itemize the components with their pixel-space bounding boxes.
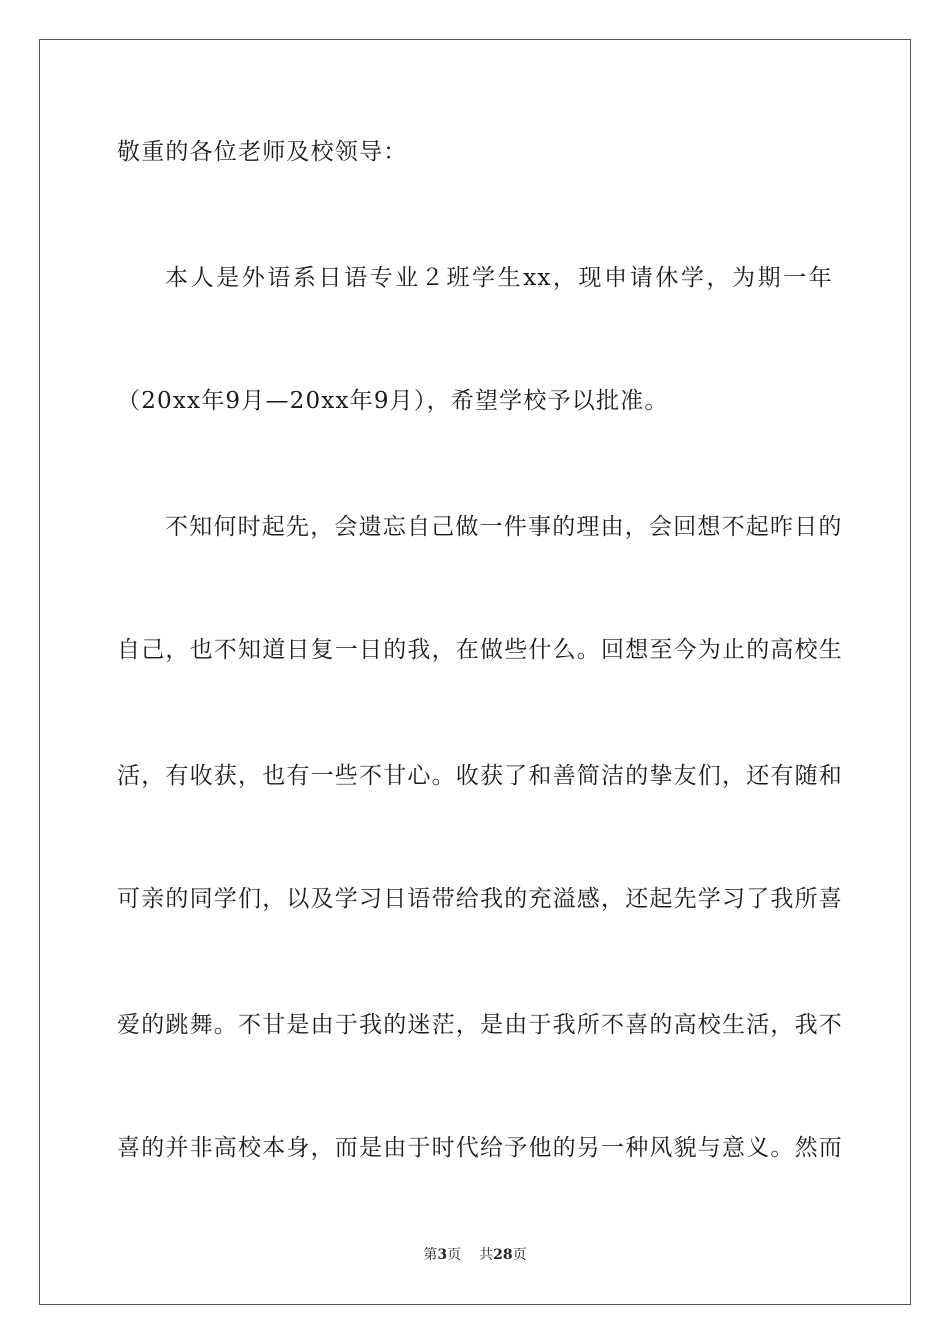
page-prefix: 第 (423, 1247, 438, 1263)
paragraph-line: 本人是外语系日语专业２班学生xx，现申请休学，为期一年 (165, 265, 833, 291)
paragraph-line: 喜的并非高校本身，而是由于时代给予他的另一种风貌与意义。然而 (117, 1135, 843, 1161)
paragraph-line: 不知何时起先，会遗忘自己做一件事的理由，会回想不起昨日的 (165, 514, 843, 540)
current-page-number: 3 (437, 1247, 448, 1263)
page-suffix: 页 (447, 1247, 462, 1263)
paragraph-line: （20xx年9月—20xx年9月），希望学校予以批准。 (117, 388, 669, 414)
total-prefix: 共 (479, 1247, 494, 1263)
paragraph-line: 可亲的同学们，以及学习日语带给我的充溢感，还起先学习了我所喜 (117, 886, 843, 912)
paragraph-line: 爱的跳舞。不甘是由于我的迷茫，是由于我所不喜的高校生活，我不 (117, 1012, 843, 1038)
total-suffix: 页 (512, 1247, 527, 1263)
total-page-count: 28 (493, 1247, 513, 1263)
paragraph-line: 活，有收获，也有一些不甘心。收获了和善简洁的挚友们，还有随和 (117, 763, 843, 789)
page-footer (0, 1246, 950, 1264)
page-border (39, 39, 911, 1305)
paragraph-line: 自己，也不知道日复一日的我，在做些什么。回想至今为止的高校生 (117, 637, 843, 663)
salutation: 敬重的各位老师及校领导： (117, 139, 408, 165)
